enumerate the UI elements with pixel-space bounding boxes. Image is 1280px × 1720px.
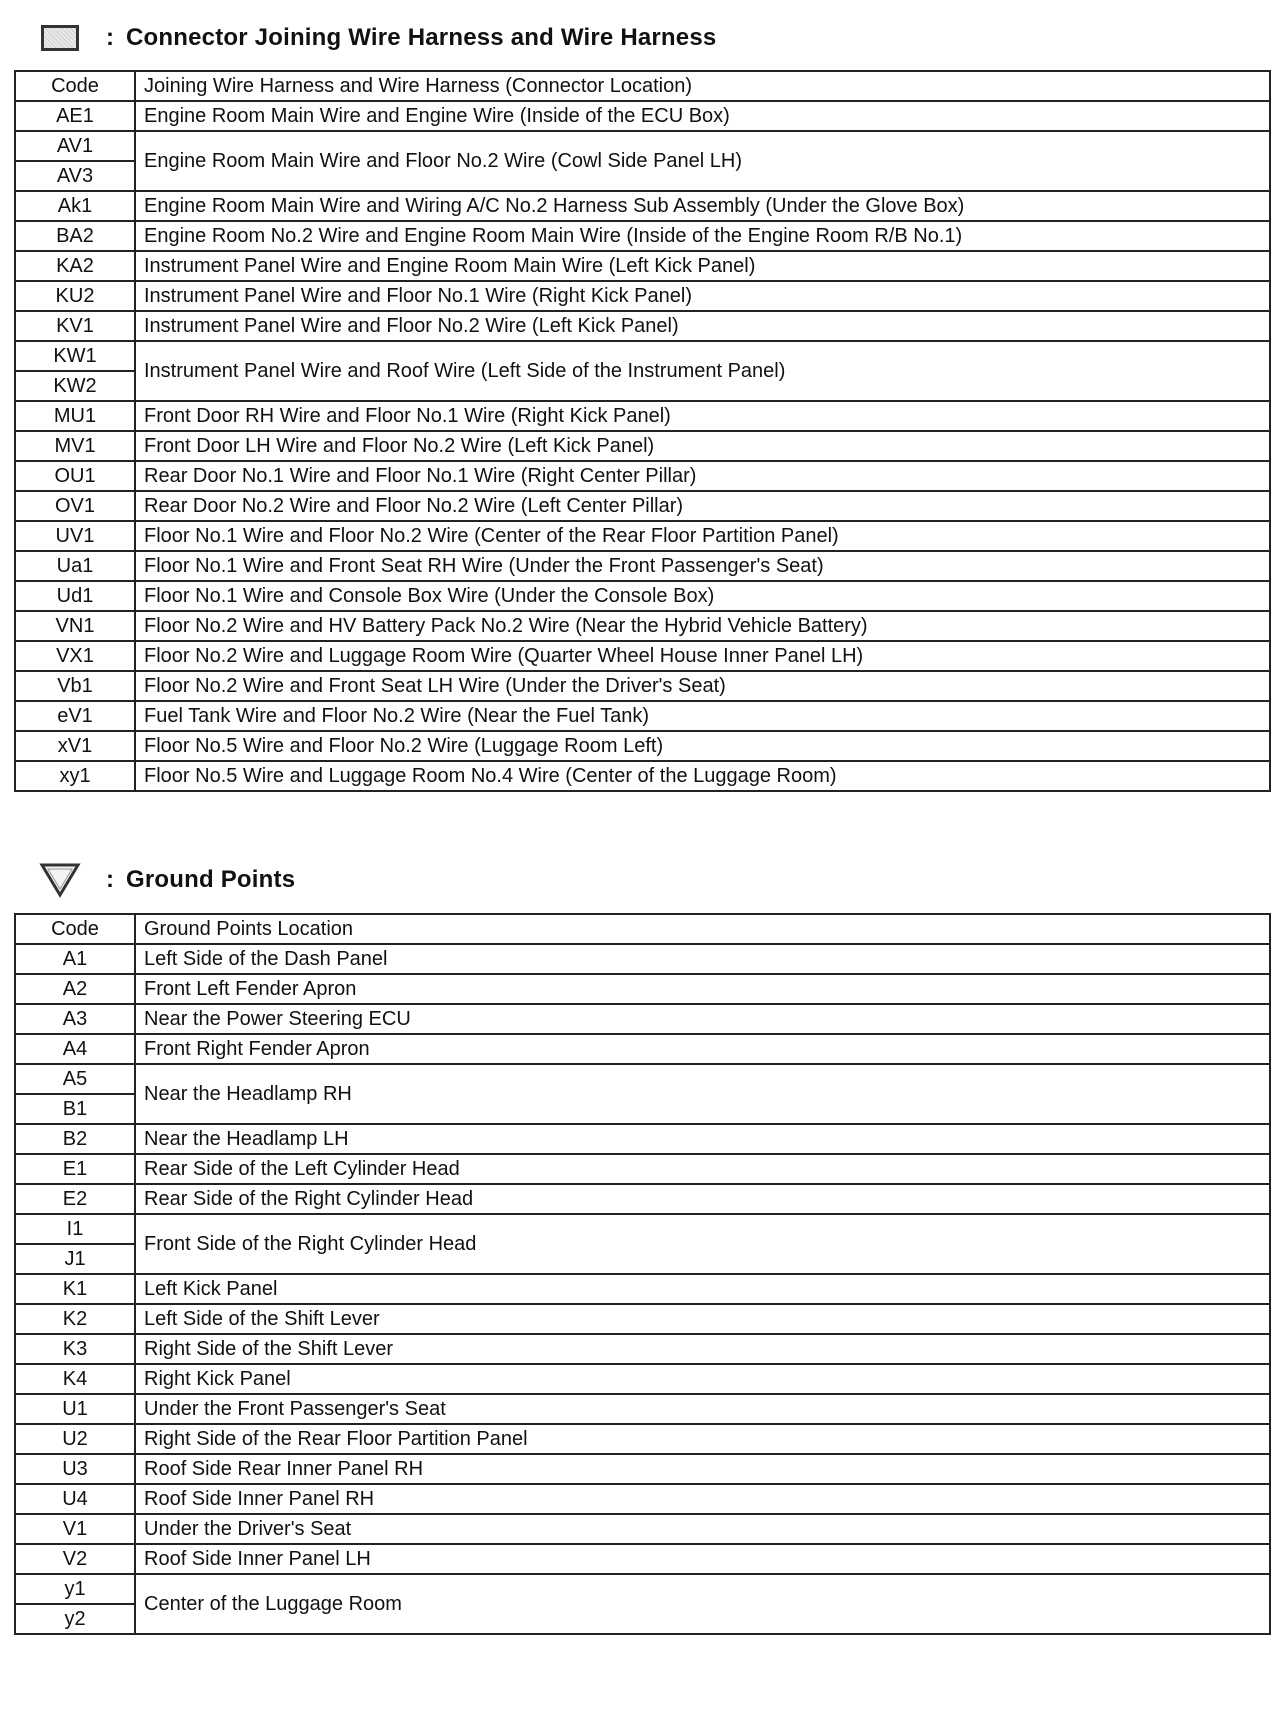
code-cell: A3: [15, 1004, 135, 1034]
table-row: [15, 1214, 1270, 1244]
location-cell: Floor No.2 Wire and Luggage Room Wire (Quarter Wheel House Inner Panel LH): [135, 641, 1270, 671]
location-cell: Near the Power Steering ECU: [135, 1004, 1270, 1034]
code-cell: Ua1: [15, 551, 135, 581]
code-cell: B1: [15, 1094, 135, 1124]
code-cell: E1: [15, 1154, 135, 1184]
location-cell: Left Side of the Shift Lever: [135, 1304, 1270, 1334]
location-cell: Engine Room No.2 Wire and Engine Room Main Wire (Inside of the Engine Room R/B No.1): [135, 221, 1270, 251]
connector-section-title: Connector Joining Wire Harness and Wire Harness: [126, 24, 717, 51]
location-cell: Floor No.2 Wire and HV Battery Pack No.2 Wire (Near the Hybrid Vehicle Battery): [135, 611, 1270, 641]
table-row: [15, 551, 1270, 581]
table-row: [15, 974, 1270, 1004]
table-row: [15, 1544, 1270, 1574]
code-cell: Vb1: [15, 671, 135, 701]
location-cell: Right Side of the Shift Lever: [135, 1334, 1270, 1364]
table-row: [15, 761, 1270, 791]
code-cell: KW2: [15, 371, 135, 401]
ground-section-heading: [36, 858, 295, 902]
location-cell: Under the Front Passenger's Seat: [135, 1394, 1270, 1424]
table-row: [15, 581, 1270, 611]
location-cell: Front Left Fender Apron: [135, 974, 1270, 1004]
code-cell: A1: [15, 944, 135, 974]
table-row: [15, 1004, 1270, 1034]
header-code: Code: [15, 914, 135, 944]
location-cell: Rear Door No.2 Wire and Floor No.2 Wire (Left Center Pillar): [135, 491, 1270, 521]
code-cell: MU1: [15, 401, 135, 431]
location-cell: Instrument Panel Wire and Floor No.1 Wire (Right Kick Panel): [135, 281, 1270, 311]
header-code: Code: [15, 71, 135, 101]
code-cell: Ak1: [15, 191, 135, 221]
connector-table: [14, 70, 1271, 792]
location-cell: Left Kick Panel: [135, 1274, 1270, 1304]
code-cell: E2: [15, 1184, 135, 1214]
code-cell: Ud1: [15, 581, 135, 611]
code-cell: OV1: [15, 491, 135, 521]
code-cell: K1: [15, 1274, 135, 1304]
code-cell: KW1: [15, 341, 135, 371]
code-cell: KU2: [15, 281, 135, 311]
location-cell: Roof Side Rear Inner Panel RH: [135, 1454, 1270, 1484]
location-cell: Engine Room Main Wire and Floor No.2 Wire (Cowl Side Panel LH): [135, 131, 1270, 191]
table-row: [15, 1364, 1270, 1394]
location-cell: Center of the Luggage Room: [135, 1574, 1270, 1634]
code-cell: A5: [15, 1064, 135, 1094]
heading-colon: :: [106, 866, 114, 893]
code-cell: VX1: [15, 641, 135, 671]
table-row: [15, 191, 1270, 221]
table-row: [15, 1394, 1270, 1424]
table-row: [15, 1574, 1270, 1604]
table-row: [15, 1064, 1270, 1094]
code-cell: B2: [15, 1124, 135, 1154]
code-cell: V1: [15, 1514, 135, 1544]
table-row: [15, 671, 1270, 701]
code-cell: V2: [15, 1544, 135, 1574]
table-row: [15, 491, 1270, 521]
code-cell: MV1: [15, 431, 135, 461]
table-header-row: [15, 914, 1270, 944]
code-cell: xy1: [15, 761, 135, 791]
code-cell: I1: [15, 1214, 135, 1244]
location-cell: Near the Headlamp RH: [135, 1064, 1270, 1124]
code-cell: y2: [15, 1604, 135, 1634]
table-row: [15, 431, 1270, 461]
location-cell: Roof Side Inner Panel RH: [135, 1484, 1270, 1514]
table-row: [15, 1334, 1270, 1364]
code-cell: y1: [15, 1574, 135, 1604]
code-cell: AE1: [15, 101, 135, 131]
table-row: [15, 401, 1270, 431]
ground-table: [14, 913, 1271, 1635]
code-cell: KA2: [15, 251, 135, 281]
location-cell: Front Door LH Wire and Floor No.2 Wire (Left Kick Panel): [135, 431, 1270, 461]
ground-section-title: Ground Points: [126, 866, 296, 893]
header-location: Ground Points Location: [135, 914, 1270, 944]
location-cell: Roof Side Inner Panel LH: [135, 1544, 1270, 1574]
code-cell: VN1: [15, 611, 135, 641]
location-cell: Floor No.5 Wire and Luggage Room No.4 Wire (Center of the Luggage Room): [135, 761, 1270, 791]
header-location: Joining Wire Harness and Wire Harness (Connector Location): [135, 71, 1270, 101]
location-cell: Right Side of the Rear Floor Partition Panel: [135, 1424, 1270, 1454]
code-cell: K4: [15, 1364, 135, 1394]
location-cell: Front Side of the Right Cylinder Head: [135, 1214, 1270, 1274]
table-row: [15, 1124, 1270, 1154]
location-cell: Front Right Fender Apron: [135, 1034, 1270, 1064]
table-row: [15, 1484, 1270, 1514]
location-cell: Left Side of the Dash Panel: [135, 944, 1270, 974]
code-cell: J1: [15, 1244, 135, 1274]
location-cell: Floor No.5 Wire and Floor No.2 Wire (Luggage Room Left): [135, 731, 1270, 761]
table-row: [15, 1274, 1270, 1304]
location-cell: Instrument Panel Wire and Floor No.2 Wire (Left Kick Panel): [135, 311, 1270, 341]
code-cell: UV1: [15, 521, 135, 551]
code-cell: KV1: [15, 311, 135, 341]
table-row: [15, 281, 1270, 311]
code-cell: BA2: [15, 221, 135, 251]
code-cell: K2: [15, 1304, 135, 1334]
location-cell: Floor No.1 Wire and Front Seat RH Wire (Under the Front Passenger's Seat): [135, 551, 1270, 581]
code-cell: xV1: [15, 731, 135, 761]
code-cell: OU1: [15, 461, 135, 491]
table-row: [15, 341, 1270, 371]
location-cell: Rear Side of the Left Cylinder Head: [135, 1154, 1270, 1184]
square-connector-icon: [36, 18, 84, 58]
location-cell: Under the Driver's Seat: [135, 1514, 1270, 1544]
table-row: [15, 1424, 1270, 1454]
location-cell: Floor No.1 Wire and Console Box Wire (Under the Console Box): [135, 581, 1270, 611]
code-cell: U4: [15, 1484, 135, 1514]
heading-colon: :: [106, 24, 114, 51]
location-cell: Front Door RH Wire and Floor No.1 Wire (Right Kick Panel): [135, 401, 1270, 431]
table-row: [15, 1034, 1270, 1064]
code-cell: U1: [15, 1394, 135, 1424]
location-cell: Instrument Panel Wire and Roof Wire (Left Side of the Instrument Panel): [135, 341, 1270, 401]
location-cell: Floor No.1 Wire and Floor No.2 Wire (Center of the Rear Floor Partition Panel): [135, 521, 1270, 551]
code-cell: U3: [15, 1454, 135, 1484]
table-row: [15, 731, 1270, 761]
table-row: [15, 611, 1270, 641]
table-row: [15, 944, 1270, 974]
table-row: [15, 1454, 1270, 1484]
location-cell: Near the Headlamp LH: [135, 1124, 1270, 1154]
table-row: [15, 1514, 1270, 1544]
location-cell: Instrument Panel Wire and Engine Room Main Wire (Left Kick Panel): [135, 251, 1270, 281]
connector-section-heading: [36, 16, 716, 60]
table-row: [15, 1184, 1270, 1214]
table-row: [15, 1154, 1270, 1184]
location-cell: Engine Room Main Wire and Engine Wire (Inside of the ECU Box): [135, 101, 1270, 131]
location-cell: Engine Room Main Wire and Wiring A/C No.2 Harness Sub Assembly (Under the Glove Box): [135, 191, 1270, 221]
location-cell: Right Kick Panel: [135, 1364, 1270, 1394]
table-row: [15, 521, 1270, 551]
table-row: [15, 1304, 1270, 1334]
location-cell: Floor No.2 Wire and Front Seat LH Wire (Under the Driver's Seat): [135, 671, 1270, 701]
table-row: [15, 641, 1270, 671]
location-cell: Rear Side of the Right Cylinder Head: [135, 1184, 1270, 1214]
code-cell: AV3: [15, 161, 135, 191]
location-cell: Fuel Tank Wire and Floor No.2 Wire (Near the Fuel Tank): [135, 701, 1270, 731]
table-row: [15, 131, 1270, 161]
table-row: [15, 461, 1270, 491]
code-cell: eV1: [15, 701, 135, 731]
code-cell: K3: [15, 1334, 135, 1364]
code-cell: U2: [15, 1424, 135, 1454]
table-header-row: [15, 71, 1270, 101]
table-row: [15, 101, 1270, 131]
table-row: [15, 701, 1270, 731]
code-cell: A4: [15, 1034, 135, 1064]
ground-triangle-icon: [36, 860, 84, 900]
code-cell: AV1: [15, 131, 135, 161]
location-cell: Rear Door No.1 Wire and Floor No.1 Wire (Right Center Pillar): [135, 461, 1270, 491]
table-row: [15, 221, 1270, 251]
table-row: [15, 311, 1270, 341]
code-cell: A2: [15, 974, 135, 1004]
table-row: [15, 251, 1270, 281]
